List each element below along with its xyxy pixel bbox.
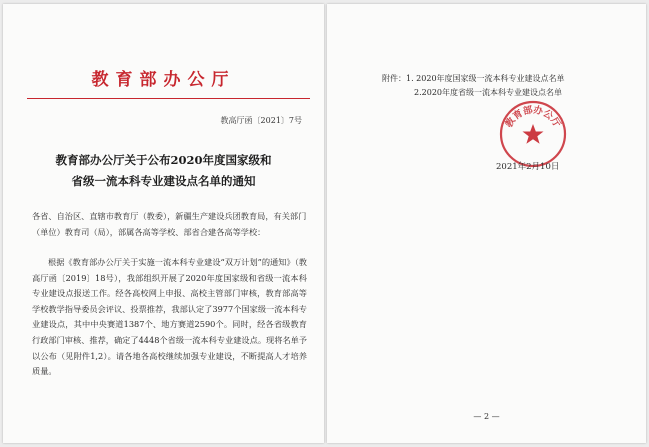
addressee-paragraph: 各省、自治区、直辖市教育厅（教委），新疆生产建设兵团教育局，有关部门（单位）教育司（局），部属各高等学校、部省合建各高等学校： xyxy=(32,211,307,237)
document-title-line-2: 省级一流本科专业建设点名单的通知 xyxy=(71,174,256,188)
document-number: 教高厅函〔2021〕7号 xyxy=(220,116,302,125)
letterhead-title: 教育部办公厅 xyxy=(91,70,236,90)
document-page-right xyxy=(327,4,646,443)
document-title xyxy=(3,150,324,192)
issue-date: 2021年2月10日 xyxy=(496,162,560,172)
svg-text:教育部办公厅: 教育部办公厅 xyxy=(503,104,563,130)
document-page-left xyxy=(3,4,324,443)
document-title-line-1: 教育部办公厅关于公布2020年度国家级和 xyxy=(55,153,272,167)
red-divider-line xyxy=(27,98,310,99)
official-seal-icon xyxy=(498,99,568,169)
page-number: — 2 — xyxy=(473,412,500,421)
attachment-list xyxy=(382,72,565,100)
attachment-item-1: 附件：1. 2020年度国家级一流本科专业建设点名单 xyxy=(382,74,565,83)
body-paragraph: 根据《教育部办公厅关于实施一流本科专业建设“双万计划”的通知》（教高厅函〔2019〕18号），我部组织开展了2020年度国家级和省级一流本科专业建设点报送工作。经各高校网上申报、高校主管部门审核，教育部高等学校教学指导委员会评议、投票推荐，我部认定了3977个国家级一流本科专业建设点，其中中央赛道1387个、地方赛道2590个。同时，经各省级教育行政部门审核、推荐，确定了4448个省级一流本科专业建设点。现将名单予以公布（见附件1,2）。请各地各高校继续加强专业建设，不断提高人才培养质量。 xyxy=(32,257,307,377)
attachment-item-2: 2.2020年度省级一流本科专业建设点名单 xyxy=(414,88,562,97)
